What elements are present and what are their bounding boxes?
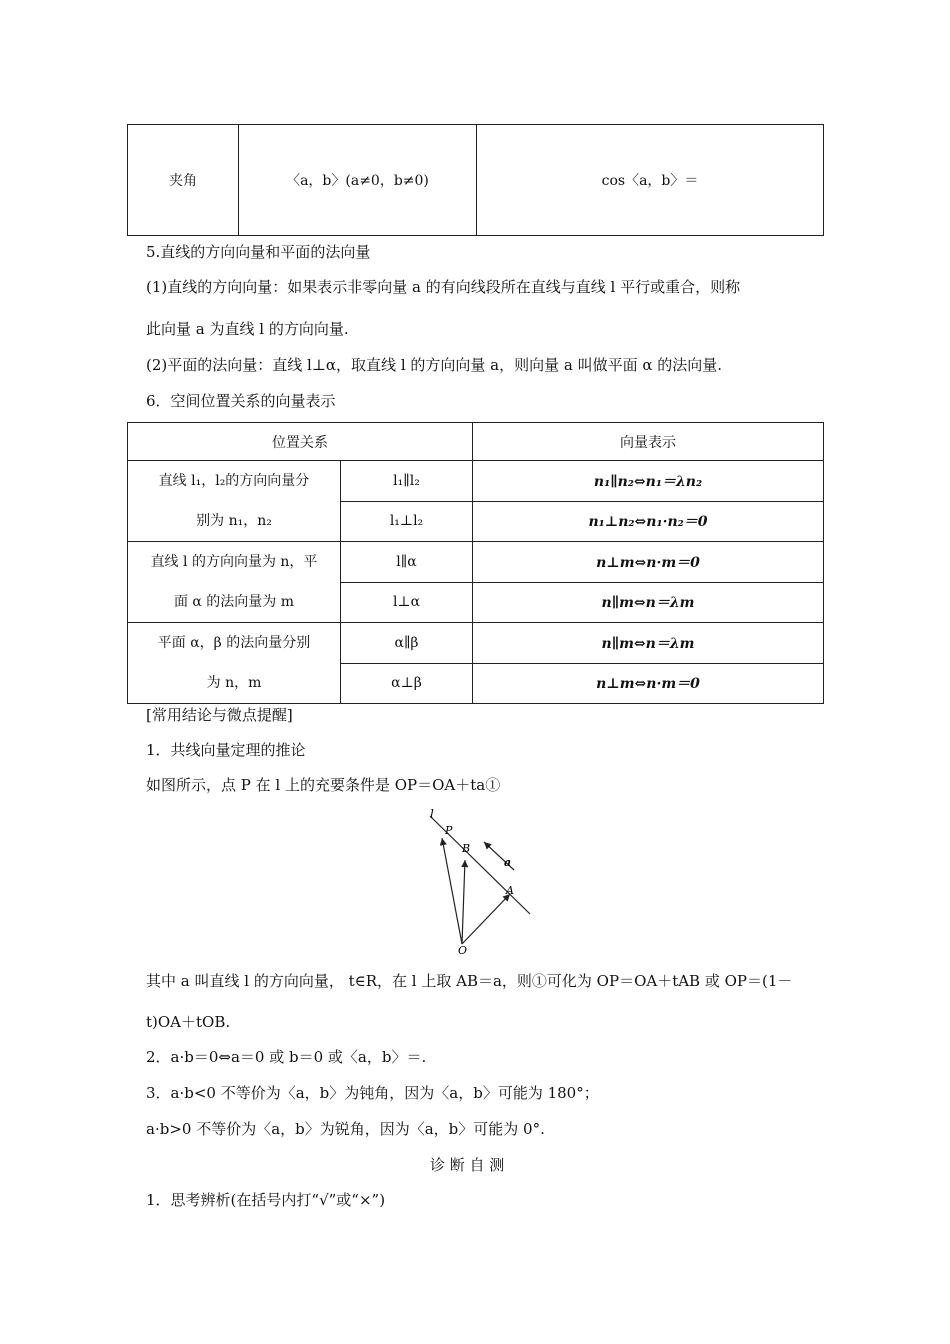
label-A: A xyxy=(506,884,514,897)
sec5-p1-line1: (1)直线的方向向量：如果表示非零向量 a 的有向线段所在直线与直线 l 平行或重合，则称 xyxy=(146,278,741,296)
sec5-p2: (2)平面的法向量：直线 l⊥α，取直线 l 的方向向量 a，则向量 a 叫做平面 α 的法向量. xyxy=(146,356,723,374)
vector-cell: n⊥m⇔n·m＝0 xyxy=(473,663,824,704)
notes-heading: [常用结论与微点提醒] xyxy=(146,706,293,724)
selftest-title: 诊 断 自 测 xyxy=(430,1156,505,1174)
vector-OA xyxy=(462,894,510,944)
angle-label: 夹角 xyxy=(128,125,239,236)
group2-label: 直线 l 的方向向量为 n，平 面 α 的法向量为 m xyxy=(128,542,341,623)
label-B: B xyxy=(462,842,471,855)
selftest-q1: 1．思考辨析(在括号内打“√”或“×”) xyxy=(146,1191,386,1209)
relation-cell: l⊥α xyxy=(341,582,473,623)
relation-cell: l∥α xyxy=(341,542,473,583)
label-P: P xyxy=(445,824,453,837)
note3-line2: a·b>0 不等价为〈a，b〉为锐角，因为〈a，b〉可能为 0°. xyxy=(146,1120,545,1138)
note3-line1: 3．a·b<0 不等价为〈a，b〉为钝角，因为〈a，b〉可能为 180°； xyxy=(146,1084,599,1102)
vector-cell: n⊥m⇔n·m＝0 xyxy=(473,542,824,583)
label-O: O xyxy=(458,944,468,957)
header-vector: 向量表示 xyxy=(473,423,824,461)
sec6-title: 6．空间位置关系的向量表示 xyxy=(146,392,336,410)
sec5-p1-line2: 此向量 a 为直线 l 的方向向量. xyxy=(146,320,349,338)
note1-title: 1．共线向量定理的推论 xyxy=(146,741,306,759)
vector-OP xyxy=(442,838,462,944)
vector-cell: n∥m⇔n＝λm xyxy=(473,582,824,623)
relation-cell: α∥β xyxy=(341,623,473,664)
angle-def: 〈a，b〉(a≠0，b≠0) xyxy=(239,125,477,236)
relation-table xyxy=(127,422,824,704)
label-l: l xyxy=(430,808,434,821)
vector-OB xyxy=(462,860,465,944)
vector-cell: n∥m⇔n＝λm xyxy=(473,623,824,664)
relation-cell: α⊥β xyxy=(341,663,473,704)
note1-paragraph: 如图所示，点 P 在 l 上的充要条件是 OP＝OA＋ta① xyxy=(146,776,501,794)
angle-table xyxy=(127,124,824,236)
header-relation: 位置关系 xyxy=(128,423,473,461)
relation-cell: l₁∥l₂ xyxy=(341,461,473,502)
collinear-figure xyxy=(418,808,548,958)
vector-cell: n₁∥n₂⇔n₁＝λn₂ xyxy=(473,461,824,502)
sec5-title: 5.直线的方向向量和平面的法向量 xyxy=(146,243,371,261)
group1-label: 直线 l₁，l₂的方向向量分 别为 n₁，n₂ xyxy=(128,461,341,542)
relation-cell: l₁⊥l₂ xyxy=(341,501,473,542)
vector-cell: n₁⊥n₂⇔n₁·n₂＝0 xyxy=(473,501,824,542)
label-a: a xyxy=(504,856,512,869)
angle-cos: cos〈a，b〉＝ xyxy=(477,125,824,236)
note1-after-line1: 其中 a 叫直线 l 的方向向量， t∈R，在 l 上取 AB＝a，则①可化为 OP＝OA＋tAB 或 OP＝(1－ xyxy=(146,972,793,990)
group3-label: 平面 α，β 的法向量分别 为 n，m xyxy=(128,623,341,704)
note2: 2．a·b＝0⇔a＝0 或 b＝0 或〈a，b〉＝. xyxy=(146,1048,427,1066)
note1-after-line2: t)OA＋tOB. xyxy=(146,1013,231,1031)
